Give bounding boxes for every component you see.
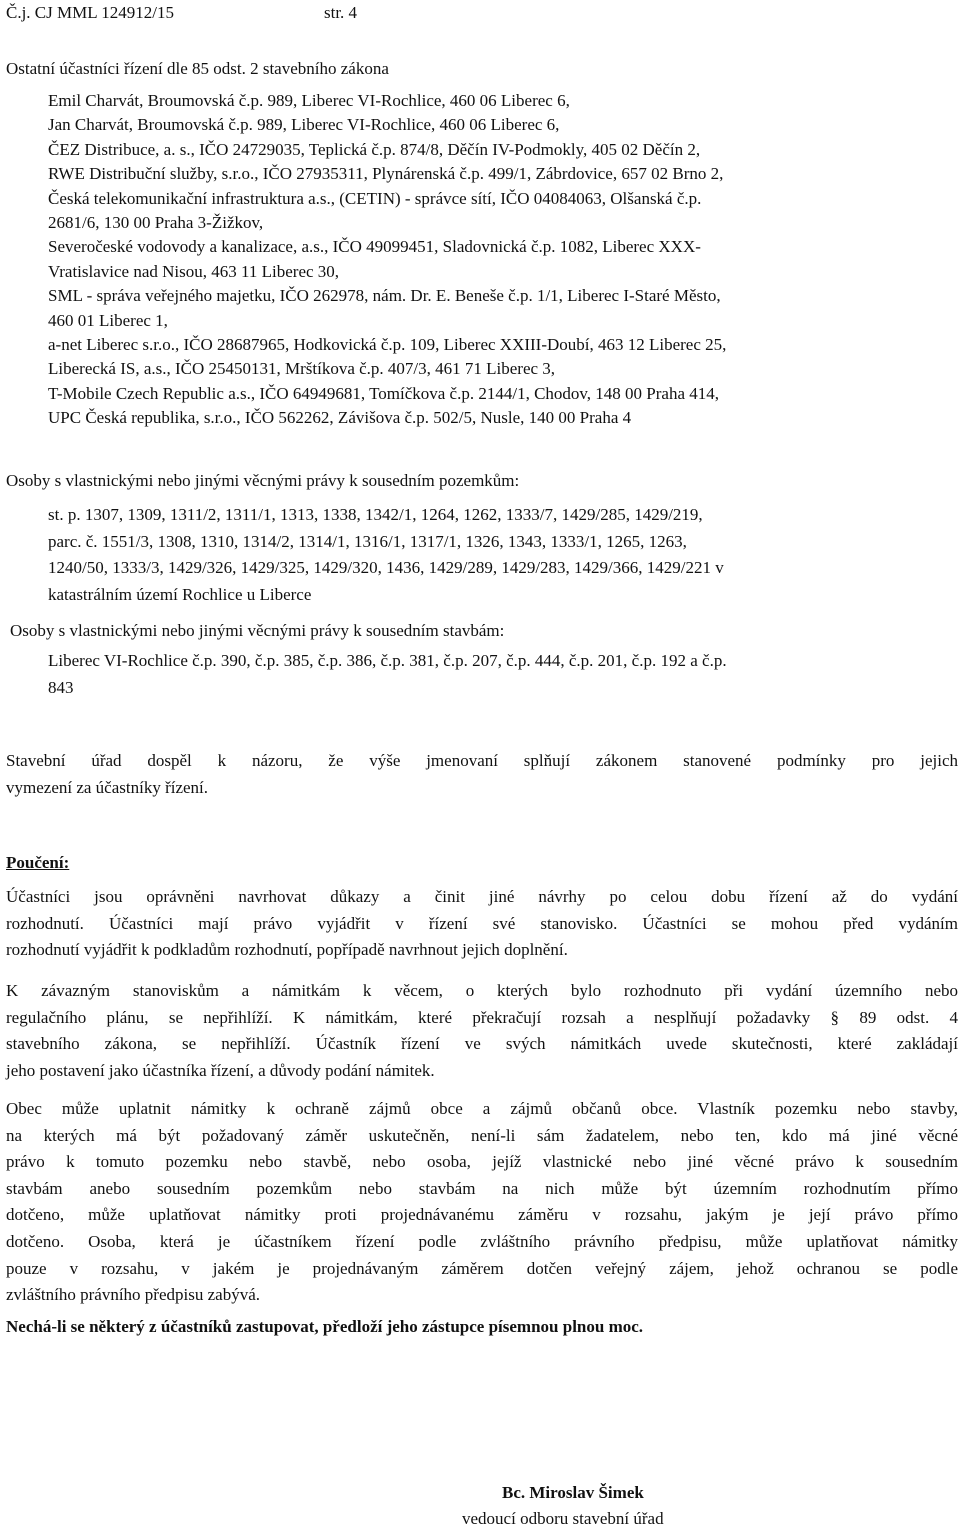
participant-line: T-Mobile Czech Republic a.s., IČO 64949681, Tomíčkova č.p. 2144/1, Chodov, 148 00 Praha 414, (48, 383, 720, 403)
participant-line: Jan Charvát, Broumovská č.p. 989, Liberec VI-Rochlice, 460 06 Liberec 6, (48, 115, 560, 135)
conclusion-paragraph (6, 750, 958, 803)
parcels-line: 1240/50, 1333/3, 1429/326, 1429/325, 1429/320, 1436, 1429/289, 1429/283, 1429/366, 1429/221 v (48, 558, 724, 578)
paragraph-line: regulačního plánu, se nepřihlíží. K námitkám, které překračují rozsah a nesplňují požadavky § 89 odst. 4 (6, 1007, 958, 1027)
parcels-line: st. p. 1307, 1309, 1311/2, 1311/1, 1313, 1338, 1342/1, 1264, 1262, 1333/7, 1429/285, 1429/219, (48, 505, 703, 524)
page-header (6, 2, 426, 24)
participant-line: Severočeské vodovody a kanalizace, a.s., IČO 49099451, Sladovnická č.p. 1082, Liberec XXX- (48, 237, 701, 257)
participant-line: RWE Distribuční služby, s.r.o., IČO 27935311, Plynárenská č.p. 499/1, Zábrdovice, 657 02 Brno 2, (48, 164, 724, 184)
paragraph-line: stavbám anebo sousedním pozemkům nebo stavbám na nich může být územním rozhodnutím přímo (6, 1178, 958, 1198)
paragraph-line: vymezení za účastníky řízení. (6, 777, 209, 797)
parcels-line: parc. č. 1551/3, 1308, 1310, 1314/2, 1314/1, 1316/1, 1317/1, 1326, 1343, 1333/1, 1265, 1263, (48, 531, 687, 551)
buildings-line: 843 (48, 677, 74, 697)
participant-line: ČEZ Distribuce, a. s., IČO 24729035, Teplická č.p. 874/8, Děčín IV-Podmokly, 405 02 Děčín 2, (48, 139, 701, 159)
participant-line: SML - správa veřejného majetku, IČO 262978, nám. Dr. E. Beneše č.p. 1/1, Liberec I-Staré Město, (48, 286, 721, 306)
participant-line: a-net Liberec s.r.o., IČO 28687965, Hodkovická č.p. 109, Liberec XXIII-Doubí, 463 12 Liberec 25, (48, 334, 727, 354)
paragraph-line: na kterých má být požadovaný záměr uskutečněn, není-li sám žadatelem, nebo ten, kdo má jiné věcné (6, 1125, 958, 1145)
paragraph-line: rozhodnutí. Účastníci mají právo vyjádřit v řízení své stanovisko. Účastníci se mohou před vydáním (6, 913, 958, 933)
buildings-line: Liberec VI-Rochlice č.p. 390, č.p. 385, č.p. 386, č.p. 381, č.p. 207, č.p. 444, č.p. 201, č.p. 192 a č.p. (48, 651, 727, 670)
instruction-heading: Poučení: (6, 853, 70, 872)
participant-line: Vratislavice nad Nisou, 463 11 Liberec 30, (48, 261, 340, 281)
paragraph-line: Stavební úřad dospěl k názoru, že výše jmenovaní splňují zákonem stanovené podmínky pro jejich (6, 751, 958, 770)
participants-list (48, 90, 953, 431)
reference-number: Č.j. CJ MML 124912/15 (6, 3, 174, 22)
paragraph-line: Účastníci jsou oprávněni navrhovat důkazy a činit jiné návrhy po celou dobu řízení až do vydání (6, 887, 958, 906)
participant-line: Emil Charvát, Broumovská č.p. 989, Liberec VI-Rochlice, 460 06 Liberec 6, (48, 91, 570, 110)
participant-line: Liberecká IS, a.s., IČO 25450131, Mrštíkova č.p. 407/3, 461 71 Liberec 3, (48, 359, 556, 379)
buildings-list (48, 650, 958, 703)
signatory-role: vedoucí odboru stavební úřad (462, 1509, 664, 1528)
representation-note: Nechá-li se některý z účastníků zastupovat, předloží jeho zástupce písemnou plnou moc. (6, 1317, 644, 1336)
paragraph-line: zvláštního právního předpisu zabývá. (6, 1285, 260, 1305)
paragraph-line: pouze v rozsahu, v jakém je projednávaným záměrem dotčen veřejný zájem, jehož ochranou se podle (6, 1258, 958, 1278)
land-owners-title: Osoby s vlastnickými nebo jinými věcnými právy k sousedním pozemkům: (6, 471, 520, 490)
paragraph-line: právo k tomuto pozemku nebo stavbě, nebo osoba, jejíž vlastnické nebo jiné věcné právo k sousedním (6, 1152, 958, 1172)
parcels-list (48, 504, 958, 610)
parcels-line: katastrálním území Rochlice u Liberce (48, 584, 312, 604)
building-owners-title: Osoby s vlastnickými nebo jinými věcnými právy k sousedním stavbám: (10, 621, 505, 640)
paragraph-line: jeho postavení jako účastníka řízení, a důvody podání námitek. (6, 1060, 435, 1080)
page-number: str. 4 (324, 3, 358, 22)
signatory-name: Bc. Miroslav Šimek (502, 1483, 644, 1502)
paragraph-line: dotčeno, může uplatňovat námitky proti projednávanému záměru v rozsahu, jakým je její právo přímo (6, 1205, 958, 1225)
participants-title: Ostatní účastníci řízení dle 85 odst. 2 stavebního zákona (6, 59, 389, 78)
paragraph-line: rozhodnutí vyjádřit k podkladům rozhodnutí, popřípadě navrhnout jejich doplnění. (6, 940, 568, 960)
paragraph-line: Obec může uplatnit námitky k ochraně zájmů obce a zájmů občanů obce. Vlastník pozemku nebo stavby, (6, 1099, 958, 1118)
participant-line: 460 01 Liberec 1, (48, 310, 168, 330)
paragraph-line: stavebního zákona, se nepřihlíží. Účastník řízení ve svých námitkách uvede skutečnosti, které zakládají (6, 1034, 958, 1054)
instruction-paragraph-2 (6, 980, 958, 1086)
participant-line: Česká telekomunikační infrastruktura a.s., (CETIN) - správce sítí, IČO 04084063, Olšanská č.p. (48, 188, 702, 208)
paragraph-line: K závazným stanoviskům a námitkám k věcem, o kterých bylo rozhodnuto při vydání územního nebo (6, 981, 958, 1000)
participant-line: UPC Česká republika, s.r.o., IČO 562262, Závišova č.p. 502/5, Nusle, 140 00 Praha 4 (48, 408, 632, 428)
instruction-paragraph-3 (6, 1098, 958, 1311)
instruction-paragraph-1 (6, 886, 958, 966)
paragraph-line: dotčeno. Osoba, která je účastníkem řízení podle zvláštního právního předpisu, může uplatňovat námitky (6, 1231, 958, 1251)
participant-line: 2681/6, 130 00 Praha 3-Žižkov, (48, 212, 264, 232)
